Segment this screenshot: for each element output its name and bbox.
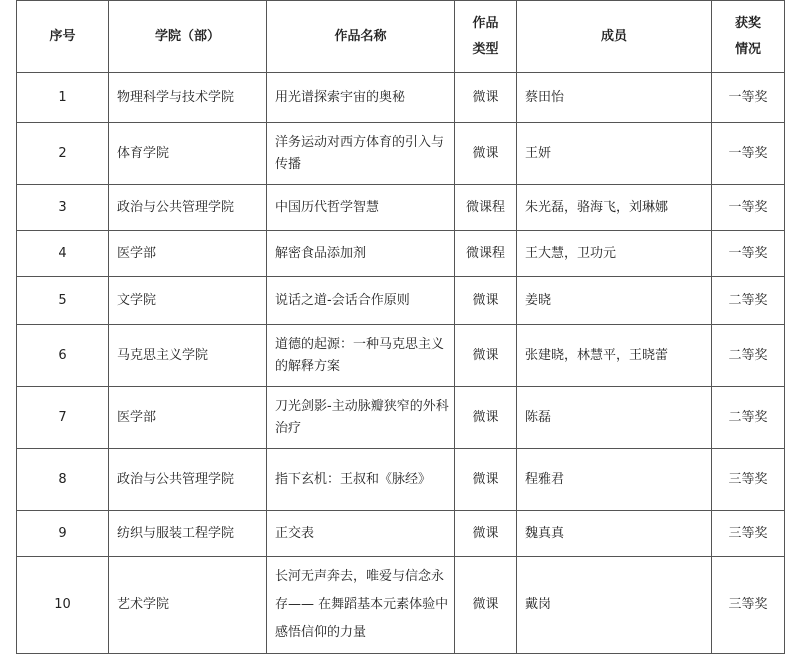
header-members: 成员	[517, 1, 712, 73]
table-row	[17, 511, 785, 557]
cell-title: 用光谱探索宇宙的奥秘	[267, 73, 455, 123]
cell-type: 微课程	[455, 231, 517, 277]
cell-members: 魏真真	[517, 511, 712, 557]
cell-award: 二等奖	[712, 387, 785, 449]
cell-college: 马克思主义学院	[109, 325, 267, 387]
cell-type: 微课程	[455, 185, 517, 231]
table-row	[17, 231, 785, 277]
cell-num: 7	[17, 387, 109, 449]
cell-college: 政治与公共管理学院	[109, 449, 267, 511]
table-row	[17, 449, 785, 511]
cell-award: 一等奖	[712, 123, 785, 185]
cell-title: 指下玄机：王叔和《脉经》	[267, 449, 455, 511]
cell-num: 6	[17, 325, 109, 387]
cell-title: 解密食品添加剂	[267, 231, 455, 277]
cell-type: 微课	[455, 73, 517, 123]
cell-members: 陈磊	[517, 387, 712, 449]
cell-members: 朱光磊，骆海飞，刘琳娜	[517, 185, 712, 231]
cell-num: 3	[17, 185, 109, 231]
cell-title: 正交表	[267, 511, 455, 557]
awards-table	[16, 0, 785, 654]
cell-award: 一等奖	[712, 73, 785, 123]
cell-members: 戴岗	[517, 557, 712, 654]
cell-members: 姜晓	[517, 277, 712, 325]
cell-title: 中国历代哲学智慧	[267, 185, 455, 231]
cell-type: 微课	[455, 277, 517, 325]
cell-college: 体育学院	[109, 123, 267, 185]
cell-award: 三等奖	[712, 449, 785, 511]
header-row	[17, 1, 785, 73]
table-row	[17, 73, 785, 123]
cell-num: 9	[17, 511, 109, 557]
table-row	[17, 123, 785, 185]
table-row	[17, 185, 785, 231]
table-row	[17, 557, 785, 654]
cell-type: 微课	[455, 557, 517, 654]
cell-college: 文学院	[109, 277, 267, 325]
cell-num: 4	[17, 231, 109, 277]
cell-type: 微课	[455, 325, 517, 387]
cell-members: 张建晓，林慧平，王晓蕾	[517, 325, 712, 387]
cell-title: 长河无声奔去，唯爱与信念永存—— 在舞蹈基本元素体验中感悟信仰的力量	[267, 557, 455, 654]
header-college: 学院（部）	[109, 1, 267, 73]
cell-type: 微课	[455, 123, 517, 185]
cell-title: 洋务运动对西方体育的引入与传播	[267, 123, 455, 185]
header-award: 获奖 情况	[712, 1, 785, 73]
cell-award: 一等奖	[712, 185, 785, 231]
cell-college: 纺织与服装工程学院	[109, 511, 267, 557]
cell-college: 艺术学院	[109, 557, 267, 654]
cell-college: 医学部	[109, 231, 267, 277]
cell-college: 医学部	[109, 387, 267, 449]
cell-college: 物理科学与技术学院	[109, 73, 267, 123]
header-title: 作品名称	[267, 1, 455, 73]
cell-num: 10	[17, 557, 109, 654]
cell-members: 蔡田怡	[517, 73, 712, 123]
cell-award: 三等奖	[712, 557, 785, 654]
cell-members: 王大慧，卫功元	[517, 231, 712, 277]
cell-type: 微课	[455, 387, 517, 449]
cell-num: 1	[17, 73, 109, 123]
cell-num: 5	[17, 277, 109, 325]
cell-title: 说话之道-会话合作原则	[267, 277, 455, 325]
cell-members: 王妍	[517, 123, 712, 185]
cell-award: 二等奖	[712, 277, 785, 325]
cell-college: 政治与公共管理学院	[109, 185, 267, 231]
cell-title: 道德的起源：一种马克思主义的解释方案	[267, 325, 455, 387]
table-row	[17, 387, 785, 449]
cell-award: 一等奖	[712, 231, 785, 277]
cell-award: 二等奖	[712, 325, 785, 387]
cell-type: 微课	[455, 511, 517, 557]
table-row	[17, 325, 785, 387]
cell-num: 8	[17, 449, 109, 511]
cell-num: 2	[17, 123, 109, 185]
cell-members: 程雅君	[517, 449, 712, 511]
header-num: 序号	[17, 1, 109, 73]
cell-title: 刀光剑影-主动脉瓣狭窄的外科治疗	[267, 387, 455, 449]
header-type: 作品 类型	[455, 1, 517, 73]
table-row	[17, 277, 785, 325]
cell-award: 三等奖	[712, 511, 785, 557]
cell-type: 微课	[455, 449, 517, 511]
